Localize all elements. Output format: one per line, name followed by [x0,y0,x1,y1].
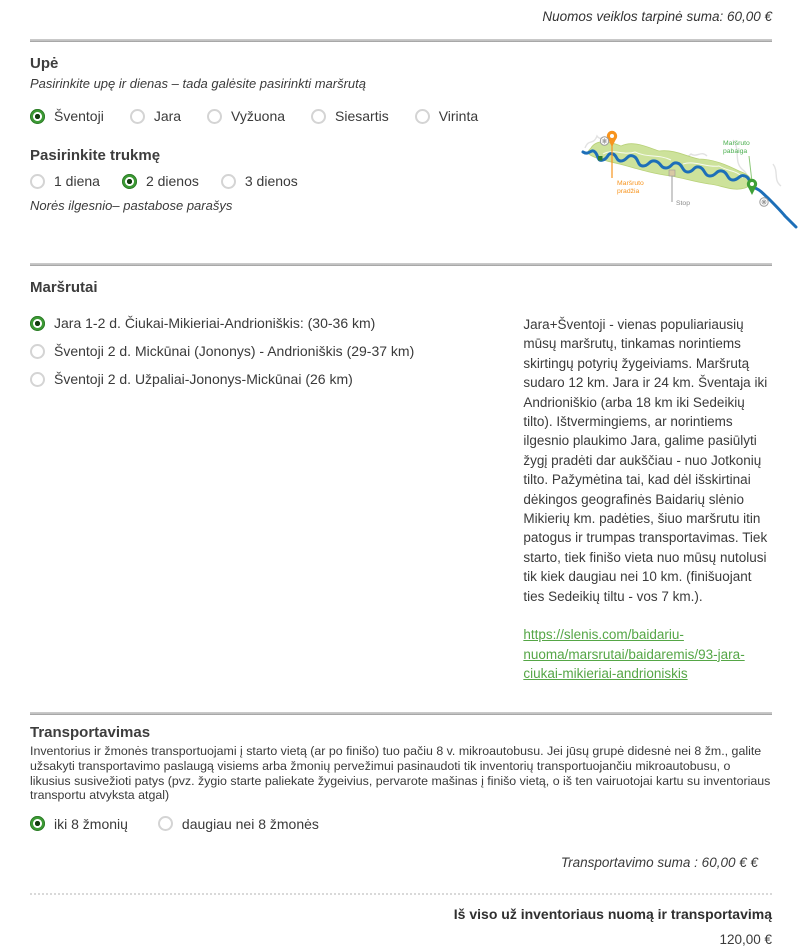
transport-option-daugiau-8[interactable]: daugiau nei 8 žmonės [158,816,319,832]
rental-subtotal: Nuomos veiklos tarpinė suma: 60,00 € [542,9,772,24]
map-poi-square [598,156,603,161]
divider [30,39,772,42]
radio-icon [415,109,430,124]
duration-option-1-diena[interactable]: 1 diena [30,173,100,189]
divider [30,712,772,715]
radio-icon [30,316,45,331]
transport-description: Inventorius ir žmonės transportuojami į starto vietą (ar po finišo) tuo pačiu 8 v. mikroautobusu. Jei jūsų grupė didesnė nei 8 žm., galite užsakyti transportavimo paslaugą visiems arba žmonių pervežimui pasinaudoti tik inventorių transportuojančiu mikroautobusu, o likusius susivežioti patys (pvz. žygio starte paliekate žygeivius, pervarote mašinas į finišo vietą, o iš ten vairuotojai kartu su inventoriaus transportu atvyksta atgal) [30,744,771,803]
radio-icon [30,344,45,359]
svg-text:pabaiga: pabaiga [723,148,748,155]
radio-icon [122,174,137,189]
end-label: Maršruto [723,140,750,147]
divider [30,263,772,266]
transport-sum: Transportavimo suma : 60,00 € € [560,854,758,870]
river-option-siesartis[interactable]: Siesartis [311,108,389,124]
routes-section [30,279,772,683]
transport-section [30,724,772,869]
radio-icon [221,174,236,189]
route-description: Jara+Šventoji - vienas populiariausių mūsų maršrutų, tinkamas norintiems skirtingų potyrių žygeiviams. Maršrutą sudaro 12 km. Jara ir 24 km. Šventaja iki Andrioniškio (arba 18 km iki Sedeikių tilto). Ištvermingiems, ar norintiems ilgesnio plaukimo Jara, galime pasiūlyti žygį pradėti dar aukščiau - nuo Jotkonių tilto. Pažymėtina tai, kad dėl išskirtinai dėkingos geografinės Baidarių slėnio Mikierių km. padėties, šiuo maršrutu itin patogus ir trumpas transportavimas. Tiek starto, tiek finišo vieta nuo mūsų nutolusi tik kiek daugiau nei 10 km. (finišuojant ties Sedeikių tiltu - vos 7 km.). [523,317,768,604]
radio-icon [30,174,45,189]
river-options [30,108,772,124]
duration-option-3-dienos[interactable]: 3 dienos [221,173,298,189]
grand-total-label: Iš viso už inventoriaus nuomą ir transportavimą [453,905,772,922]
river-option-sventoji[interactable]: Šventoji [30,108,104,124]
radio-icon [30,816,45,831]
svg-text:Stop: Stop [676,200,690,207]
radio-icon [311,109,326,124]
grand-total-amount: 120,00 € [719,931,772,947]
route-option-sventoji-mickunai[interactable]: Šventoji 2 d. Mickūnai (Jononys) - Andrioniškis (29-37 km) [30,343,523,359]
route-link[interactable]: https://slenis.com/baidariu-nuoma/marsrutai/baidaremis/93-jara-ciukai-mikieriai-andrioniskis [523,627,745,681]
transport-options [30,816,772,832]
start-label: Maršruto [617,180,644,187]
duration-note: Norės ilgesnio– pastabose parašys [30,198,233,213]
radio-icon [130,109,145,124]
river-section-title: Upė [30,55,59,72]
radio-icon [158,816,173,831]
radio-icon [30,109,45,124]
river-option-jara[interactable]: Jara [130,108,181,124]
duration-option-2-dienos[interactable]: 2 dienos [122,173,199,189]
route-options [30,315,523,683]
dotted-divider [30,893,772,895]
route-map-image [583,128,797,234]
routes-title: Maršrutai [30,279,98,296]
river-section-subtitle: Pasirinkite upę ir dienas – tada galėsite pasirinkti maršrutą [30,76,367,91]
route-option-jara-ciukai[interactable]: Jara 1-2 d. Čiukai-Mikieriai-Andrioniškis: (30-36 km) [30,315,523,331]
route-option-sventoji-uzpaliai[interactable]: Šventoji 2 d. Užpaliai-Jononys-Mickūnai (26 km) [30,371,523,387]
radio-icon [207,109,222,124]
transport-option-iki-8[interactable]: iki 8 žmonių [30,816,128,832]
duration-title: Pasirinkite trukmę [30,147,161,164]
river-option-vyzuona[interactable]: Vyžuona [207,108,285,124]
transport-title: Transportavimas [30,724,151,742]
svg-text:pradžia: pradžia [617,188,640,195]
radio-icon [30,372,45,387]
river-option-virinta[interactable]: Virinta [415,108,478,124]
